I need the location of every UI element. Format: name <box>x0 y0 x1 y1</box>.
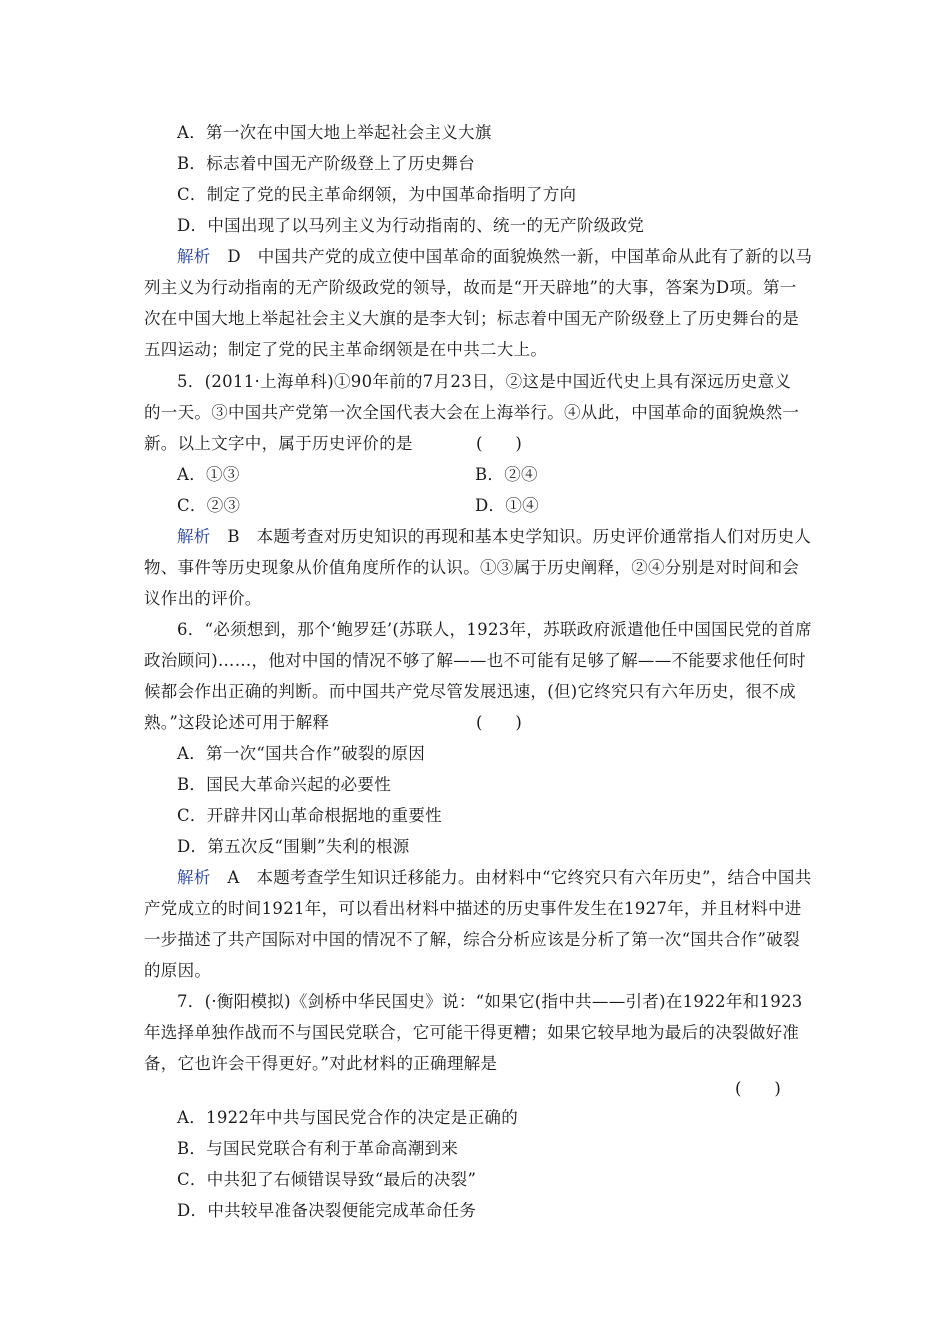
q4-option-a: A．第一次在中国大地上举起社会主义大旗 <box>177 123 492 142</box>
q6-stem-line: 6．“必须想到，那个‘鲍罗廷’(苏联人，1923年，苏联政府派遣他任中国国民党的首席 <box>177 620 812 639</box>
q7-option-c: C．中共犯了右倾错误导致“最后的决裂” <box>177 1170 477 1189</box>
q6-stem-line: 政治顾问)……，他对中国的情况不够了解——也不可能有足够了解——不能要求他任何时 <box>144 651 806 670</box>
q6-answer-blank: ( ) <box>476 713 522 732</box>
q7-option-d: D．中共较早准备决裂便能完成革命任务 <box>177 1201 477 1220</box>
q5-option-c: C．②③ <box>177 496 241 515</box>
q6-analysis-line: 产党成立的时间1921年，可以看出材料中描述的历史事件发生在1927年，并且材料中进 <box>144 899 802 918</box>
q5-option-d: D．①④ <box>475 496 539 515</box>
q4-option-d: D．中国出现了以马列主义为行动指南的、统一的无产阶级政党 <box>177 216 645 235</box>
q5-option-b: B．②④ <box>475 465 538 484</box>
q4-option-b: B．标志着中国无产阶级登上了历史舞台 <box>177 154 476 173</box>
q7-option-b: B．与国民党联合有利于革命高潮到来 <box>177 1139 459 1158</box>
q6-analysis-line: 的原因。 <box>144 961 212 980</box>
q6-stem-line: 熟。”这段论述可用于解释 <box>144 713 330 732</box>
analysis-label: 解析 <box>177 527 211 546</box>
q7-stem-line: 7．(·衡阳模拟)《剑桥中华民国史》说：“如果它(指中共——引者)在1922年和1923 <box>177 992 803 1011</box>
q6-option-b: B．国民大革命兴起的必要性 <box>177 775 392 794</box>
q6-option-a: A．第一次“国共合作”破裂的原因 <box>177 744 426 763</box>
q6-stem-line: 候都会作出正确的判断。而中国共产党尽管发展迅速，(但)它终究只有六年历史，很不成 <box>144 682 796 701</box>
q6-option-d: D．第五次反“围剿”失利的根源 <box>177 837 410 856</box>
q4-analysis-line <box>177 245 812 269</box>
q7-stem-line: 备，它也许会干得更好。”对此材料的正确理解是 <box>144 1054 498 1073</box>
q6-analysis-text: A 本题考查学生知识迁移能力。由材料中“它终究只有六年历史”，结合中国共 <box>227 868 812 887</box>
q5-analysis-text: B 本题考查对历史知识的再现和基本史学知识。历史评价通常指人们对历史人 <box>227 527 812 546</box>
q5-analysis-line <box>177 525 811 549</box>
q5-analysis-line: 议作出的评价。 <box>144 589 262 608</box>
q4-analysis-line: 五四运动；制定了党的民主革命纲领是在中共二大上。 <box>144 340 548 359</box>
q5-analysis-line: 物、事件等历史现象从价值角度所作的认识。①③属于历史阐释，②④分别是对时间和会 <box>144 558 800 577</box>
q6-analysis-line <box>177 866 812 890</box>
q6-analysis-line: 一步描述了共产国际对中国的情况不了解，综合分析应该是分析了第一次“国共合作”破裂 <box>144 930 800 949</box>
q6-option-c: C．开辟井冈山革命根据地的重要性 <box>177 806 442 825</box>
q5-stem-line: 的一天。③中国共产党第一次全国代表大会在上海举行。④从此，中国革命的面貌焕然一 <box>144 403 800 422</box>
q4-analysis-text: D 中国共产党的成立使中国革命的面貌焕然一新，中国革命从此有了新的以马 <box>227 247 813 266</box>
analysis-label: 解析 <box>177 247 211 266</box>
q5-option-a: A．①③ <box>177 465 240 484</box>
q7-answer-blank: ( ) <box>735 1079 781 1098</box>
q4-option-c: C．制定了党的民主革命纲领，为中国革命指明了方向 <box>177 185 577 204</box>
q5-stem-line: 新。以上文字中，属于历史评价的是 <box>144 434 413 453</box>
analysis-label: 解析 <box>177 868 211 887</box>
q7-stem-line: 年选择单独作战而不与国民党联合，它可能干得更糟；如果它较早地为最后的决裂做好准 <box>144 1023 800 1042</box>
q5-stem-line: 5．(2011·上海单科)①90年前的7月23日，②这是中国近代史上具有深远历史意义 <box>177 372 792 391</box>
q7-option-a: A．1922年中共与国民党合作的决定是正确的 <box>177 1108 519 1127</box>
q4-analysis-line: 列主义为行动指南的无产阶级政党的领导，故而是“开天辟地”的大事，答案为D项。第一 <box>144 278 797 297</box>
q5-answer-blank: ( ) <box>476 434 522 453</box>
q4-analysis-line: 次在中国大地上举起社会主义大旗的是李大钊；标志着中国无产阶级登上了历史舞台的是 <box>144 309 800 328</box>
